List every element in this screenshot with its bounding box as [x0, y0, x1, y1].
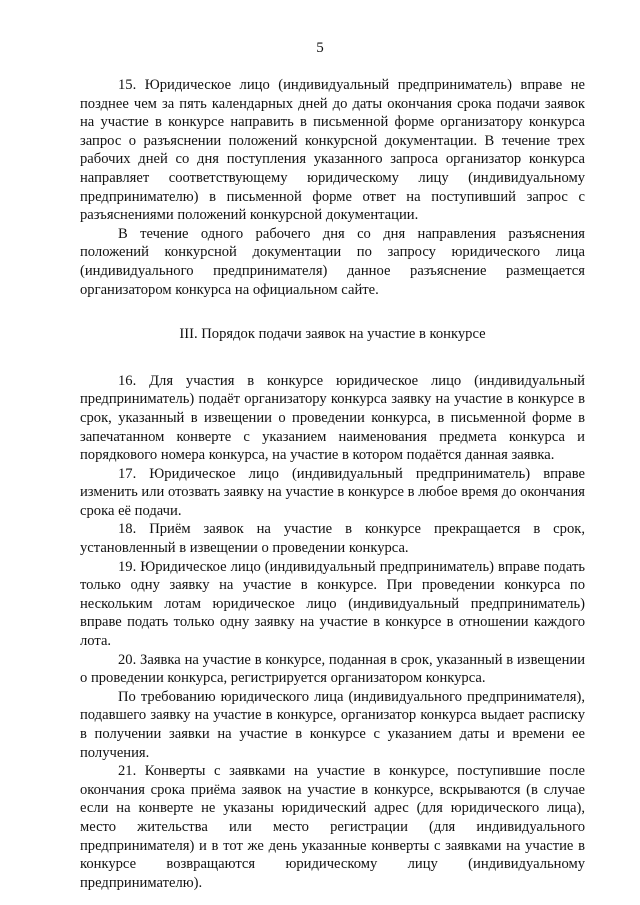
paragraph-16: 16. Для участия в конкурсе юридическое лицо (индивидуальный предприниматель) подаёт организатору конкурса заявку на участие в конкурсе в срок, указанный в извещении о проведении конкурса, в письменной форме в запечатанном конверте с указанием наименования предмета конкурса и порядкового номера конкурса, на участие в котором подаётся данная заявка. [80, 372, 585, 464]
paragraph-17: 17. Юридическое лицо (индивидуальный предприниматель) вправе изменить или отозвать заявку на участие в конкурсе в любое время до окончания срока её подачи. [80, 465, 585, 519]
paragraph-19: 19. Юридическое лицо (индивидуальный предприниматель) вправе подать только одну заявку на участие в конкурсе. При проведении конкурса по нескольким лотам юридическое лицо (индивидуальный предприниматель) вправе подать только одну заявку на участие в конкурсе в отношении каждого лота. [80, 558, 585, 650]
paragraph-21: 21. Конверты с заявками на участие в конкурсе, поступившие после окончания срока приёма заявок на участие в конкурсе, вскрываются (в случае если на конверте не указаны юридический адрес (для юридического лица), место жительства или место регистрации (для индивидуального предпринимателя) и в тот же день указанные конверты с заявками на участие в конкурсе возвращаются юридическому лицу (индивидуальному предпринимателю). [80, 763, 585, 891]
paragraph-15-clarification: В течение одного рабочего дня со дня направления разъяснения положений конкурсной документации по запросу юридического лица (индивидуального предпринимателя) данное разъяснение размещается организатором конкурса на официальном сайте. [80, 225, 585, 298]
page-number: 5 [316, 40, 324, 56]
paragraph-20-receipt: По требованию юридического лица (индивидуального предпринимателя), подавшего заявку на участие в конкурсе, организатор конкурса выдает расписку в получении заявки на участие в конкурсе с указанием даты и времени ее получения. [80, 688, 585, 761]
document-body [80, 76, 585, 892]
paragraph-20: 20. Заявка на участие в конкурсе, поданная в срок, указанный в извещении о проведении конкурса, регистрируется организатором конкурса. [80, 651, 585, 687]
section-title: III. Порядок подачи заявок на участие в конкурсе [179, 326, 486, 343]
paragraph-18: 18. Приём заявок на участие в конкурсе прекращается в срок, установленный в извещении о проведении конкурса. [80, 521, 585, 557]
paragraph-15: 15. Юридическое лицо (индивидуальный предприниматель) вправе не позднее чем за пять календарных дней до даты окончания срока подачи заявок на участие в конкурсе направить в письменной форме организатору конкурса запрос о разъяснении положений конкурсной документации. В течение трех рабочих дней со дня поступления указанного запроса организатор конкурса направляет соответствующему юридическому лицу (индивидуальному предпринимателю) в письменной форме ответ на поступивший запрос с разъяснениями положений конкурсной документации. [80, 77, 585, 224]
